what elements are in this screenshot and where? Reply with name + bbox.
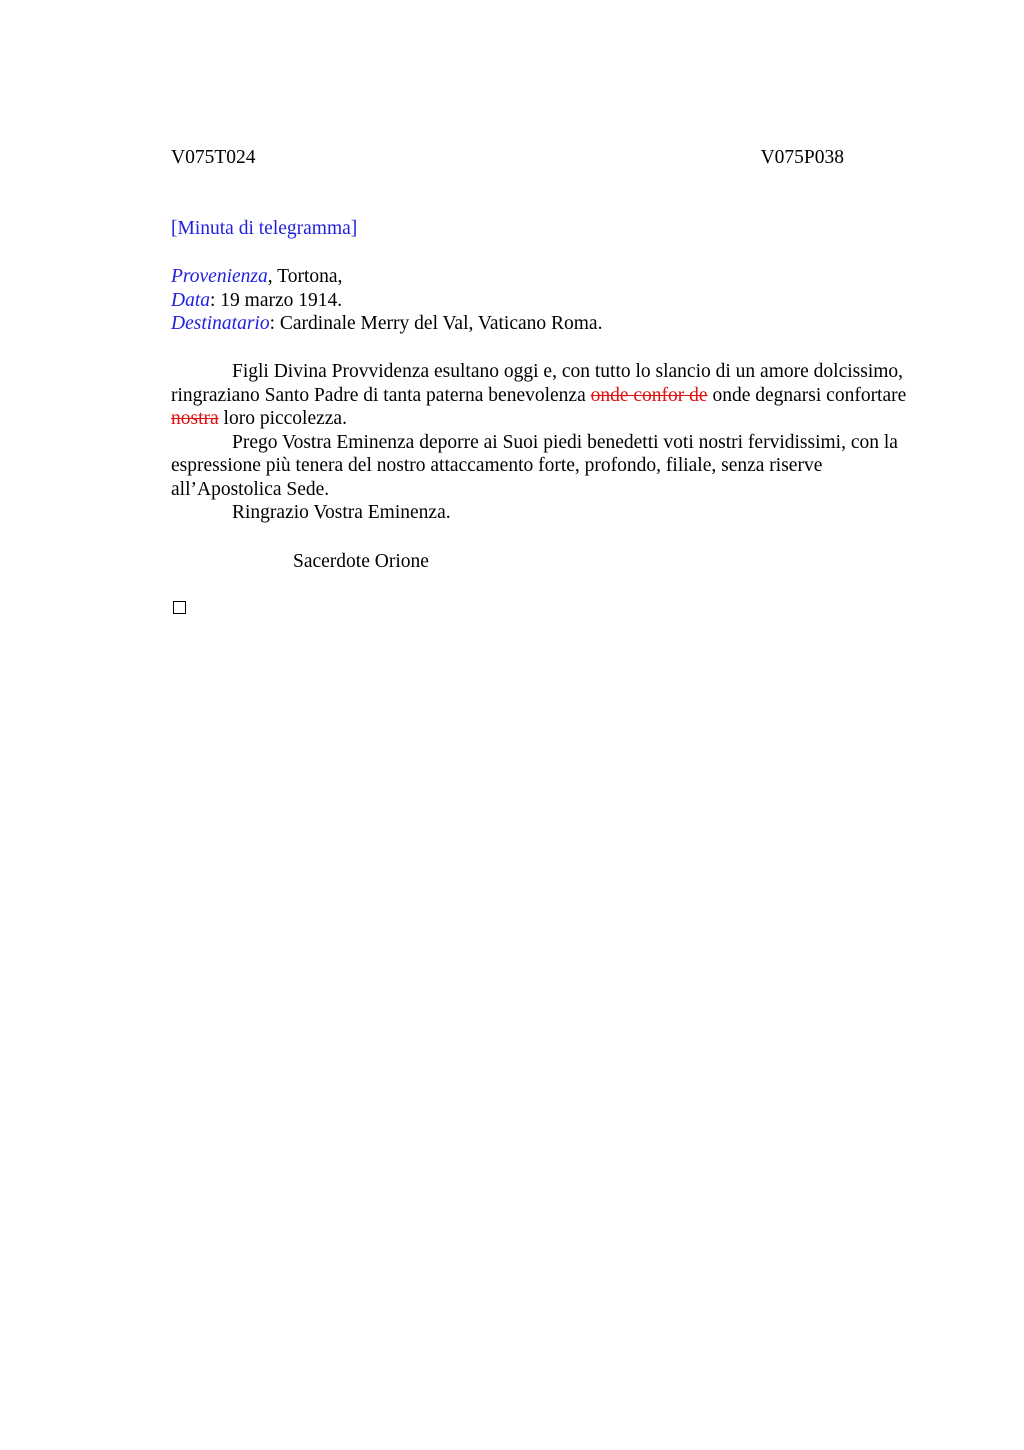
body-paragraph-2: Prego Vostra Eminenza deporre ai Suoi piedi benedetti voti nostri fervidissimi, con la espressione più tenera del nostro attaccamento forte, profondo, filiale, senza riserve all’Apostolica Sede.	[171, 431, 898, 500]
p1-deleted-text-2: nostra	[171, 408, 219, 429]
header-codes	[171, 146, 844, 170]
p1-deleted-text-1: onde confor de	[590, 384, 708, 406]
square-outline-icon	[173, 601, 186, 614]
metadata-block	[171, 265, 602, 336]
date-line	[171, 289, 602, 313]
document-type-title: [Minuta di telegramma]	[171, 218, 358, 239]
volume-page-code: V075P038	[760, 147, 844, 168]
provenance-label: Provenienza	[171, 266, 268, 287]
date-label: Data	[171, 289, 210, 311]
p1-text-part-3: loro piccolezza.	[218, 408, 347, 429]
p1-text-part-1: Figli Divina Provvidenza esultano oggi e, con tutto lo slancio di un amore dolcissimo, ringraziano Santo Padre di tanta paterna benevolenza	[171, 361, 904, 406]
recipient-line	[171, 312, 602, 336]
volume-text-code: V075T024	[171, 147, 256, 168]
p1-text-part-2: onde degnarsi confortare	[707, 384, 907, 406]
body-paragraph-3: Ringrazio Vostra Eminenza.	[232, 502, 451, 523]
provenance-value: , Tortona,	[267, 266, 343, 287]
recipient-value: : Cardinale Merry del Val, Vaticano Roma.	[269, 313, 603, 334]
telegram-body	[171, 360, 931, 525]
body-paragraph-1	[171, 360, 931, 431]
provenance-line	[171, 265, 602, 289]
signature: Sacerdote Orione	[293, 551, 429, 572]
date-value: : 19 marzo 1914.	[210, 289, 343, 311]
recipient-label: Destinatario	[171, 313, 270, 334]
